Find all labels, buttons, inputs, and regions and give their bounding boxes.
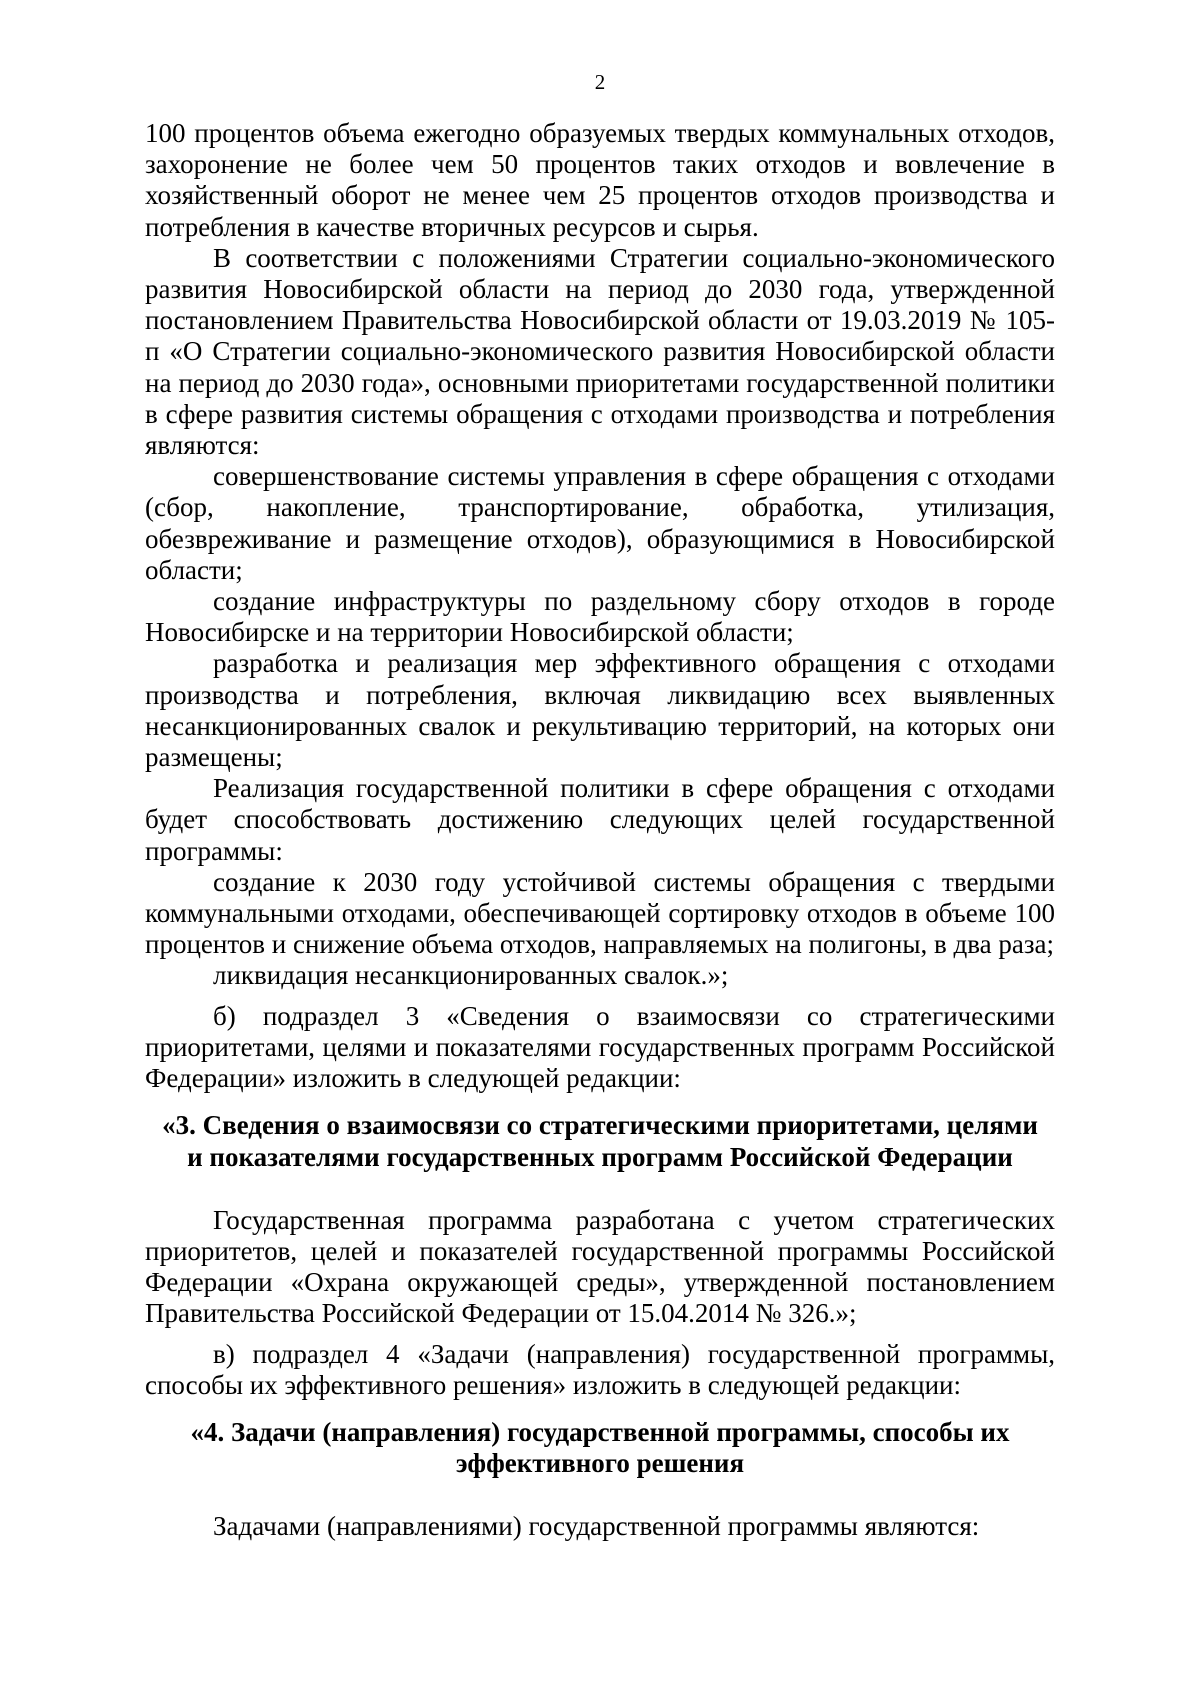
section-3-heading-line-1: «3. Сведения о взаимосвязи со стратегическими приоритетами, целями (162, 1110, 1038, 1141)
paragraph-priority-3: разработка и реализация мер эффективного обращения с отходами производства и потребления, включая ликвидацию всех выявленных несанкционированных свалок и рекультивацию территорий, на которых они размещены; (145, 648, 1055, 773)
document-body (145, 118, 1055, 1543)
section-3-heading (145, 1110, 1055, 1172)
paragraph-priority-1: совершенствование системы управления в сфере обращения с отходами (сбор, накопление, транспортирование, обработка, утилизация, обезвреживание и размещение отходов), образующимися в Новосибирской области; (145, 461, 1055, 585)
paragraph-goal-1: создание к 2030 году устойчивой системы обращения с твердыми коммунальными отходами, обеспечивающей сортировку отходов в объеме 100 процентов и снижение объема отходов, направляемых на полигоны, в два раза; (145, 866, 1055, 960)
section-4-heading-line-2: эффективного решения (455, 1448, 745, 1479)
section-4-heading (145, 1417, 1055, 1479)
paragraph-priority-2: создание инфраструктуры по раздельному сбору отходов в городе Новосибирске и на территории Новосибирской области; (145, 586, 1055, 648)
section-4-heading-line-1: «4. Задачи (направления) государственной программы, способы их (190, 1416, 1010, 1447)
paragraph-goal-2: ликвидация несанкционированных свалок.»; (213, 960, 729, 991)
amendment-v: в) подраздел 4 «Задачи (направления) государственной программы, способы их эффективного решения» изложить в следующей редакции: (145, 1338, 1055, 1400)
paragraph-strategy: В соответствии с положениями Стратегии социально-экономического развития Новосибирской области на период до 2030 года, утвержденной постановлением Правительства Новосибирской области от 19.03.2019 № 105-п «О Стратегии социально-экономического развития Новосибирской области на период до 2030 года», основными приоритетами государственной политики в сфере развития системы обращения с отходами производства и потребления являются: (145, 242, 1055, 461)
paragraph-continuation: 100 процентов объема ежегодно образуемых твердых коммунальных отходов, захоронение не более чем 50 процентов таких отходов и вовлечение в хозяйственный оборот не менее чем 25 процентов отходов производства и потребления в качестве вторичных ресурсов и сырья. (145, 118, 1055, 242)
page-number: 2 (594, 70, 606, 94)
section-3-text: Государственная программа разработана с учетом стратегических приоритетов, целей и показателей государственной программы Российской Федерации «Охрана окружающей среды», утвержденной постановлением Правительства Российской Федерации от 15.04.2014 № 326.»; (145, 1204, 1055, 1329)
section-3-heading-line-2: и показателями государственных программ Российской Федерации (187, 1141, 1013, 1172)
section-4-text: Задачами (направлениями) государственной программы являются: (213, 1511, 980, 1542)
paragraph-goals-intro: Реализация государственной политики в сфере обращения с отходами будет способствовать достижению следующих целей государственной программы: (145, 773, 1055, 866)
amendment-b: б) подраздел 3 «Сведения о взаимосвязи со стратегическими приоритетами, целями и показателями государственных программ Российской Федерации» изложить в следующей редакции: (145, 1000, 1055, 1094)
